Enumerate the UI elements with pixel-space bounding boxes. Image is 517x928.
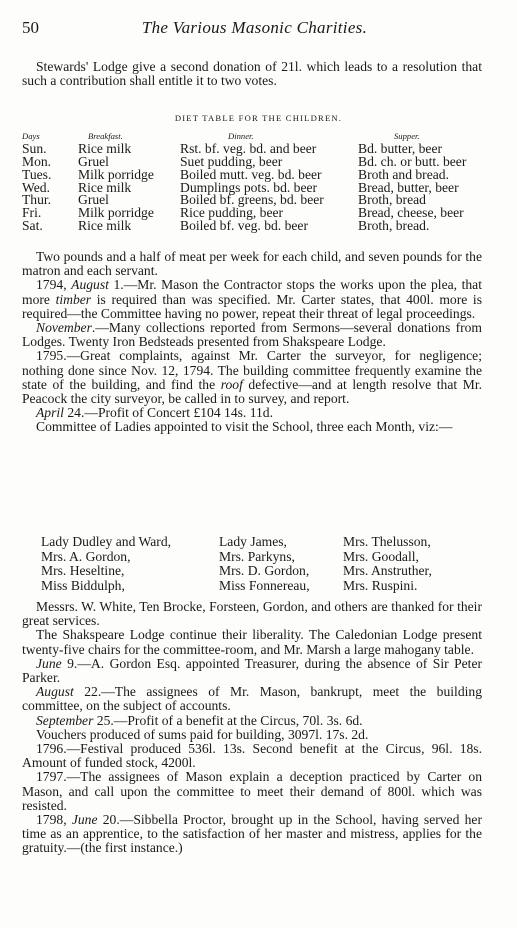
cell-dinner: Suet pudding, beer xyxy=(180,153,283,169)
cell-breakfast: Rice milk xyxy=(78,218,132,234)
entry-thanks: Messrs. W. White, Ten Brocke, Forsteen, Gordon, and others are thanked for their great services. xyxy=(22,599,482,629)
cell-breakfast: Rice milk xyxy=(78,140,132,156)
cell-dinner: Rice pudding, beer xyxy=(180,205,284,221)
cell-breakfast: Gruel xyxy=(78,153,109,169)
entry-committee-of-ladies: Committee of Ladies appointed to visit the School, three each Month, viz:— xyxy=(36,419,453,435)
cell-breakfast: Rice milk xyxy=(78,179,132,195)
col-header-supper: Supper. xyxy=(394,131,420,141)
col-header-breakfast: Breakfast. xyxy=(88,131,123,141)
cell-day: Sun. xyxy=(22,140,47,156)
records-1794-1795 xyxy=(22,250,482,435)
cell-day: Tues. xyxy=(22,166,52,182)
cell-breakfast: Gruel xyxy=(78,192,109,208)
cell-supper: Broth and bread. xyxy=(358,166,449,182)
cell-day: Mon. xyxy=(22,153,52,169)
diet-table xyxy=(22,130,492,233)
cell-day: Thur. xyxy=(22,192,52,208)
cell-day: Wed. xyxy=(22,179,50,195)
list-item: Miss Biddulph, Miss Fonnereau, Mrs. Ruspini. xyxy=(41,577,418,593)
entry-august: August 22.—The assignees of Mr. Mason, bankrupt, meet the building committee, on the subject of accounts. xyxy=(22,684,482,714)
intro-block xyxy=(22,60,482,88)
cell-dinner: Dumplings pots. bd. beer xyxy=(180,179,318,195)
diet-table-title: DIET TABLE FOR THE CHILDREN. xyxy=(174,113,343,123)
cell-supper: Bread, butter, beer xyxy=(358,179,459,195)
list-item: Lady Dudley and Ward, Lady James, Mrs. Thelusson, xyxy=(41,534,431,549)
cell-breakfast: Milk porridge xyxy=(78,166,154,182)
cell-day: Sat. xyxy=(22,218,43,234)
cell-supper: Broth, bread xyxy=(358,192,426,208)
intro-paragraph: Stewards' Lodge give a second donation of 21l. which leads to a resolution that such a contribution shall entitle it to two votes. xyxy=(22,59,482,89)
cell-supper: Bd. butter, beer xyxy=(358,140,443,156)
entry-june: June 9.—A. Gordon Esq. appointed Treasurer, during the absence of Sir Peter Parker. xyxy=(22,655,482,686)
cell-dinner: Rst. bf. veg. bd. and beer xyxy=(180,140,317,156)
entry-1794-august: 1794, August 1.—Mr. Mason the Contractor stops the works upon the plea, that more timber is required than was specified. Mr. Carter states, that 400l. more is required—the Committee having no power, repeat their threat of legal proceedings. xyxy=(22,277,482,321)
cell-supper: Bread, cheese, beer xyxy=(358,205,464,221)
table-row xyxy=(22,220,492,233)
cell-dinner: Boiled mutt. veg. bd. beer xyxy=(180,166,322,182)
cell-dinner: Boiled bf. veg. bd. beer xyxy=(180,218,308,234)
col-header-days: Days xyxy=(22,131,40,141)
list-item: Mrs. A. Gordon, Mrs. Parkyns, Mrs. Goodall, xyxy=(41,548,419,564)
entry-1797: 1797.—The assignees of Mason explain a deception practiced by Carter on Mason, and call upon the committee to meet their demand of 800l. which was resisted. xyxy=(22,769,482,813)
page-header xyxy=(22,18,487,40)
cell-dinner: Boiled bf. greens, bd. beer xyxy=(180,192,324,208)
records-1795-1798 xyxy=(22,600,482,856)
col-header-dinner: Dinner. xyxy=(228,131,254,141)
entry-vouchers: Vouchers produced of sums paid for building, 3097l. 17s. 2d. xyxy=(36,726,369,742)
entry-1795: 1795.—Great complaints, against Mr. Carter the surveyor, for negligence; nothing done since Nov. 12, 1794. The building committee frequently examine the state of the building, and find the roof defective—and at length resolve that Mr. Peacock the city surveyor, be called in to survey, and report. xyxy=(22,348,482,407)
cell-supper: Bd. ch. or butt. beer xyxy=(358,153,467,169)
entry-september: September 25.—Profit of a benefit at the Circus, 70l. 3s. 6d. xyxy=(36,712,363,728)
cell-supper: Broth, bread. xyxy=(358,218,430,234)
meat-allowance-paragraph: Two pounds and a half of meat per week for each child, and seven pounds for the matron and each servant. xyxy=(22,249,482,279)
entry-april: April 24.—Profit of Concert £104 14s. 11d. xyxy=(36,405,274,421)
entry-1798: 1798, June 20.—Sibbella Proctor, brought up in the School, having served her time as an apprentice, to the satisfaction of her master and mistress, applies for the gratuity.—(the first instance.) xyxy=(22,812,482,856)
entry-shakspeare-lodge: The Shakspeare Lodge continue their liberality. The Caledonian Lodge present twenty-five chairs for the committee-room, and Mr. Marsh a large mahogany table. xyxy=(22,627,482,657)
entry-1796: 1796.—Festival produced 536l. 13s. Second benefit at the Circus, 96l. 18s. Amount of funded stock, 4200l. xyxy=(22,741,482,771)
page-number: 50 xyxy=(22,18,39,37)
list-item: Mrs. Heseltine, Mrs. D. Gordon, Mrs. Anstruther, xyxy=(41,563,432,579)
entry-november: November.—Many collections reported from Sermons—several donations from Lodges. Twenty Iron Bedsteads presented from Shakspeare Lodge. xyxy=(22,320,482,350)
ladies-list xyxy=(41,535,481,593)
cell-breakfast: Milk porridge xyxy=(78,205,154,221)
running-title: The Various Masonic Charities. xyxy=(141,18,368,37)
cell-day: Fri. xyxy=(22,205,42,221)
